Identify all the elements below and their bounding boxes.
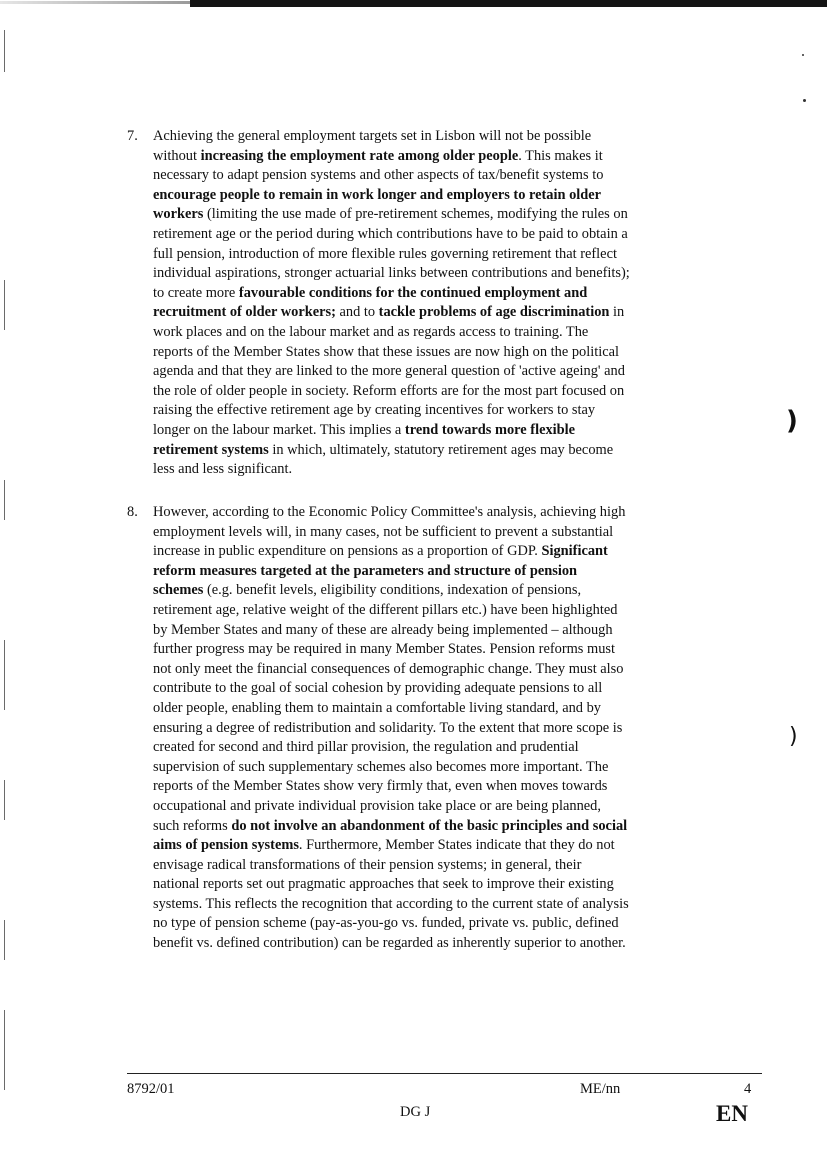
text-line xyxy=(153,738,717,758)
text-line xyxy=(153,166,717,186)
text-line xyxy=(153,382,717,402)
text-run: occupational and private individual provision take place or are being planned, xyxy=(153,797,601,814)
text-run: longer on the labour market. This implies a xyxy=(153,421,405,438)
text-run: retirement age or the period during which contributions have to be paid to obtain a xyxy=(153,225,628,242)
text-line xyxy=(153,777,717,797)
punch-hole-mark: ) xyxy=(789,724,798,749)
text-run: and to xyxy=(335,304,379,321)
text-run: supervision of such supplementary schemes also becomes more important. The xyxy=(153,758,609,775)
text-run: . Furthermore, Member States indicate that they do not xyxy=(298,837,615,854)
text-line xyxy=(153,362,717,382)
text-run: benefit vs. defined contribution) can be regarded as inherently superior to another. xyxy=(153,935,626,952)
bold-text: do not involve an abandonment of the basic principles and social xyxy=(231,817,628,834)
text-run: the role of older people in society. Reform efforts are for the most part focused on xyxy=(153,382,625,399)
text-line xyxy=(153,621,717,641)
text-line xyxy=(153,401,717,421)
text-run: in which, ultimately, statutory retirement ages may become xyxy=(268,441,614,458)
text-line xyxy=(153,441,717,461)
text-run: employment levels will, in many cases, not be sufficient to prevent a substantial xyxy=(153,523,614,540)
text-line xyxy=(153,836,717,856)
text-line xyxy=(153,914,717,934)
text-line xyxy=(153,303,717,323)
text-run: older people, enabling them to maintain a comfortable living standard, and by xyxy=(153,699,601,716)
page-number: 4 xyxy=(744,1081,752,1097)
scan-margin-artifact xyxy=(4,1010,5,1090)
text-line xyxy=(153,875,717,895)
text-line xyxy=(153,581,717,601)
scan-speck xyxy=(803,99,806,102)
paragraph-number: 8. xyxy=(127,504,138,520)
language-code: EN xyxy=(716,1101,748,1126)
bold-text: schemes xyxy=(153,582,204,599)
text-run: ensuring a degree of redistribution and solidarity. To the extent that more scope is xyxy=(153,719,623,736)
scan-edge-shadow xyxy=(0,1,190,4)
text-run: in xyxy=(609,304,625,321)
text-run: However, according to the Economic Policy Committee's analysis, achieving high xyxy=(153,504,626,520)
punch-hole-mark: ) xyxy=(786,406,798,436)
paragraph-7 xyxy=(127,127,717,480)
text-run: such reforms xyxy=(153,817,232,834)
text-line xyxy=(153,503,717,523)
text-line xyxy=(153,601,717,621)
text-line xyxy=(153,147,717,167)
text-run: contribute to the goal of social cohesion by providing adequate pensions to all xyxy=(153,680,603,697)
text-run: without xyxy=(153,147,201,164)
text-run: increase in public expenditure on pensions as a proportion of GDP. xyxy=(153,543,542,560)
bold-text: Significant xyxy=(541,543,608,560)
text-run: (limiting the use made of pre-retirement schemes, modifying the rules on xyxy=(203,206,628,223)
scan-margin-artifact xyxy=(4,640,5,710)
directorate-label: DG J xyxy=(400,1104,431,1120)
text-line xyxy=(153,660,717,680)
text-run: further progress may be required in many Member States. Pension reforms must xyxy=(153,641,615,658)
text-line xyxy=(153,186,717,206)
text-line xyxy=(153,719,717,739)
text-line xyxy=(153,523,717,543)
scan-margin-artifact xyxy=(4,780,5,820)
paragraph-body xyxy=(153,503,717,954)
text-line xyxy=(153,679,717,699)
text-line xyxy=(153,264,717,284)
text-run: created for second and third pillar provision, the regulation and prudential xyxy=(153,739,579,756)
bold-text: increasing the employment rate among older people xyxy=(200,147,519,164)
text-run: retirement age, relative weight of the different pillars etc.) have been highlighted xyxy=(153,601,618,618)
bold-text: retirement systems xyxy=(153,441,269,458)
bold-text: trend towards more flexible xyxy=(404,421,576,438)
text-run: (e.g. benefit levels, eligibility conditions, indexation of pensions, xyxy=(203,582,582,599)
text-line xyxy=(153,758,717,778)
scan-margin-artifact xyxy=(4,920,5,960)
scan-margin-artifact xyxy=(4,30,5,72)
text-run: work places and on the labour market and as regards access to training. The xyxy=(153,323,589,340)
bold-text: aims of pension systems xyxy=(153,837,299,854)
text-run: envisage radical transformations of their pension systems; in general, their xyxy=(153,856,582,873)
text-line xyxy=(153,460,717,480)
text-line xyxy=(153,343,717,363)
paragraph-number: 7. xyxy=(127,128,138,144)
text-run: raising the effective retirement age by creating incentives for workers to stay xyxy=(153,402,596,419)
text-run: necessary to adapt pension systems and other aspects of tax/benefit systems to xyxy=(153,167,604,184)
text-run: to create more xyxy=(153,284,239,301)
text-run: systems. This reflects the recognition that according to the current state of analysis xyxy=(153,895,629,912)
scan-speck xyxy=(802,54,804,56)
text-line xyxy=(153,797,717,817)
text-line xyxy=(153,127,717,147)
text-line xyxy=(153,323,717,343)
footer-rule xyxy=(127,1073,762,1074)
paragraph-8 xyxy=(127,503,717,954)
scan-margin-artifact xyxy=(4,480,5,520)
top-scan-border xyxy=(190,0,827,7)
bold-text: workers xyxy=(153,206,204,223)
text-run: not only meet the financial consequences of demographic change. They must also xyxy=(153,660,624,677)
text-line xyxy=(153,640,717,660)
text-line xyxy=(153,421,717,441)
text-run: individual aspirations, stronger actuarial links between contributions and benefits); xyxy=(153,265,630,282)
text-line xyxy=(153,205,717,225)
text-line xyxy=(153,542,717,562)
text-run: no type of pension scheme (pay-as-you-go vs. funded, private vs. public, defined xyxy=(153,915,619,932)
bold-text: encourage people to remain in work longer and employers to retain older xyxy=(153,186,602,203)
text-run: agenda and that they are linked to the more general question of 'active ageing' and xyxy=(153,363,625,380)
bold-text: recruitment of older workers; xyxy=(153,304,336,321)
text-run: reports of the Member States show very firmly that, even when moves towards xyxy=(153,778,608,795)
text-line xyxy=(153,895,717,915)
text-run: by Member States and many of these are already being implemented – although xyxy=(153,621,613,638)
paragraph-body xyxy=(153,127,717,480)
text-line xyxy=(153,284,717,304)
text-run: . This makes it xyxy=(518,147,603,164)
text-line xyxy=(153,699,717,719)
bold-text: reform measures targeted at the parameters and structure of pension xyxy=(153,562,578,579)
text-run: full pension, introduction of more flexible rules governing retirement that reflect xyxy=(153,245,617,262)
bold-text: tackle problems of age discrimination xyxy=(378,304,610,321)
text-run: national reports set out pragmatic approaches that seek to improve their existing xyxy=(153,876,614,893)
text-line xyxy=(153,856,717,876)
text-line xyxy=(153,817,717,837)
text-line xyxy=(153,562,717,582)
document-code: 8792/01 xyxy=(127,1081,175,1097)
text-run: less and less significant. xyxy=(153,461,293,478)
text-line xyxy=(153,245,717,265)
text-run: Achieving the general employment targets set in Lisbon will not be possible xyxy=(153,128,592,144)
scan-margin-artifact xyxy=(4,280,5,330)
bold-text: favourable conditions for the continued employment and xyxy=(238,284,588,301)
text-line xyxy=(153,225,717,245)
text-line xyxy=(153,934,717,954)
author-initials: ME/nn xyxy=(580,1081,621,1097)
text-run: reports of the Member States show that these issues are now high on the political xyxy=(153,343,619,360)
